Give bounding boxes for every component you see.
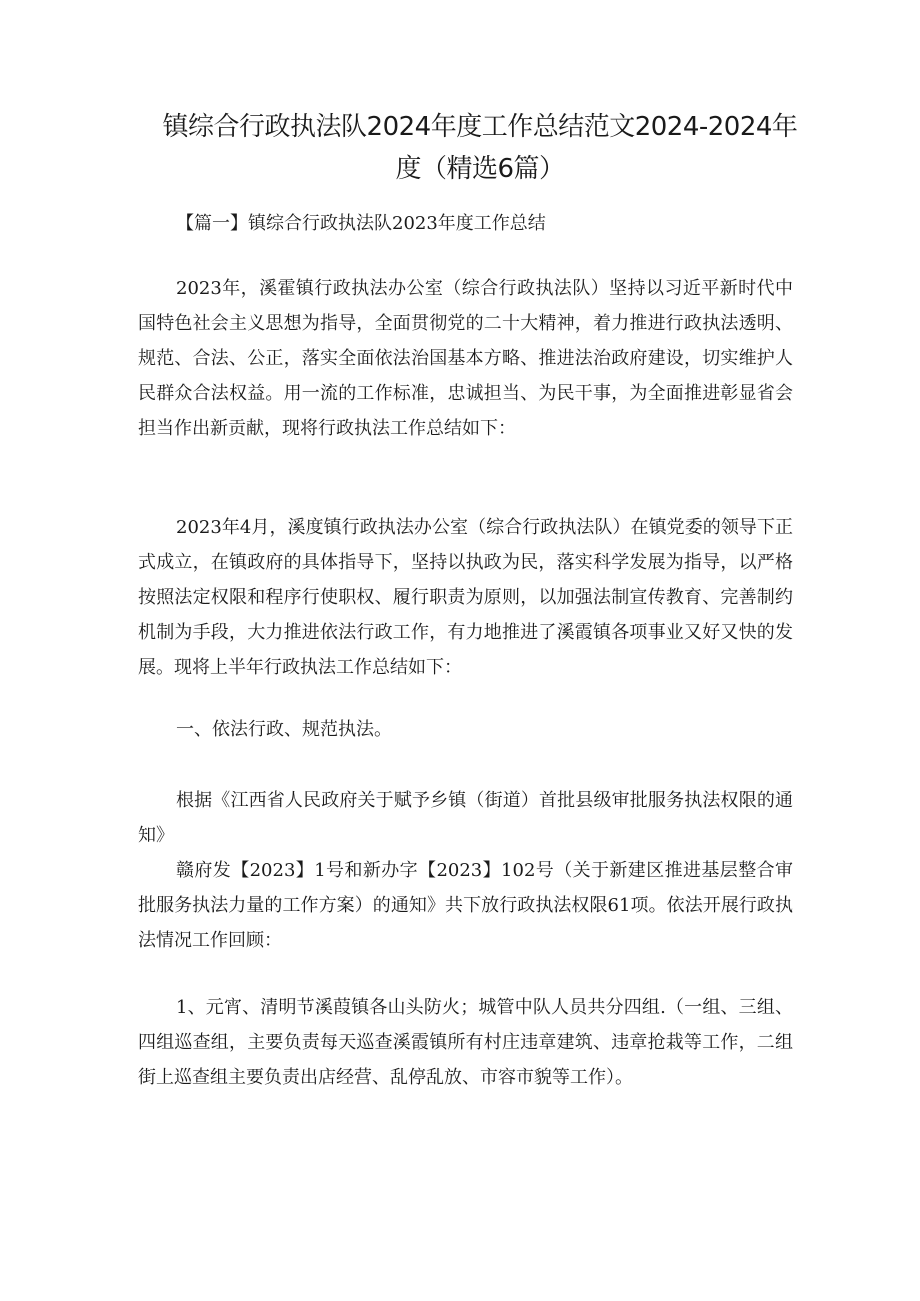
paragraph-documents: 赣府发【2023】1号和新办字【2023】102号（关于新建区推进基层整合审批服务执法力量的工作方案）的通知》共下放行政执法权限61项。依法开展行政执法情况工作回顾：: [138, 860, 793, 951]
section-heading: 【篇一】镇综合行政执法队2023年度工作总结: [176, 213, 546, 234]
document-title: 镇综合行政执法队2024年度工作总结范文2024-2024年度（精选6篇）: [162, 112, 798, 184]
paragraph-establishment: 2023年4月，溪度镇行政执法办公室（综合行政执法队）在镇党委的领导下正式成立，在镇政府的具体指导下，坚持以执政为民，落实科学发展为指导，以严格按照法定权限和程序行使职权、履行职责为原则，以加强法制宣传教育、完善制约机制为手段，大力推进依法行政工作，有力地推进了溪霞镇各项事业又好又快的发展。现将上半年行政执法工作总结如下：: [138, 517, 793, 678]
paragraph-intro: 2023年，溪霍镇行政执法办公室（综合行政执法队）坚持以习近平新时代中国特色社会主义思想为指导，全面贯彻党的二十大精神，着力推进行政执法透明、规范、合法、公正，落实全面依法治国基本方略、推进法治政府建设，切实维护人民群众合法权益。用一流的工作标准，忠诚担当、为民干事，为全面推进彰显省会担当作出新贡献，现将行政执法工作总结如下：: [138, 278, 793, 439]
paragraph-subheading: 一、依法行政、规范执法。: [176, 719, 392, 740]
paragraph-item-1: 1、元宵、清明节溪葭镇各山头防火；城管中队人员共分四组.（一组、三组、四组巡查组，主要负责每天巡查溪霞镇所有村庄违章建筑、违章抢栽等工作，二组街上巡查组主要负责出店经营、乱停乱放、市容市貌等工作）。: [138, 997, 793, 1088]
paragraph-basis: 根据《江西省人民政府关于赋予乡镇（街道）首批县级审批服务执法权限的通知》: [138, 790, 793, 846]
